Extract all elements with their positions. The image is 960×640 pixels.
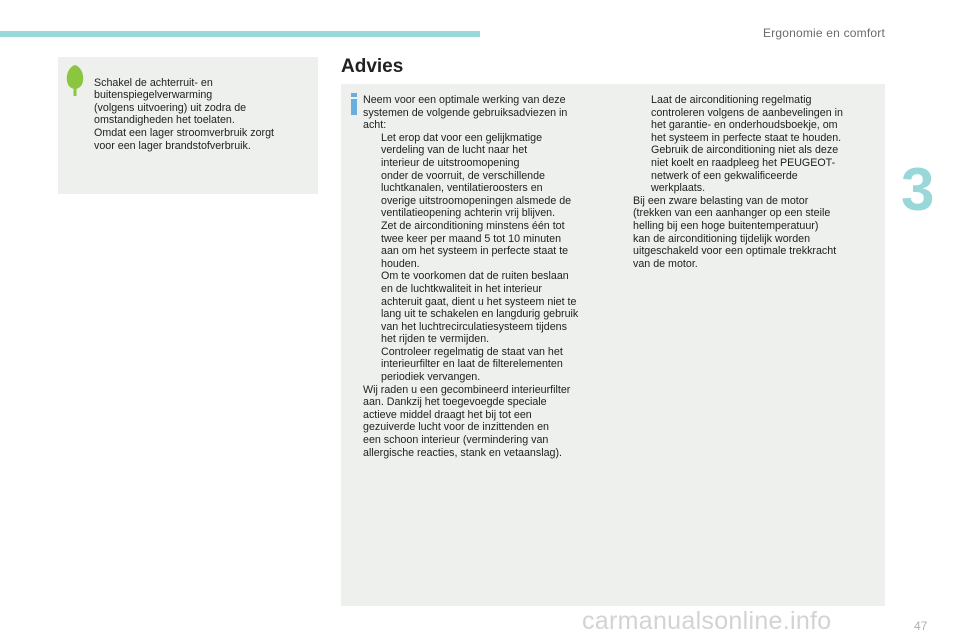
text-line: onder de voorruit, de verschillende: [381, 169, 545, 182]
bullet-item: [633, 144, 877, 194]
bullet-item: [363, 346, 611, 384]
text-line: actieve middel draagt het bij tot een: [363, 408, 532, 421]
advies-left-column: [363, 94, 611, 459]
text-line: Wij raden u een gecombineerd interieurfilter: [363, 383, 571, 396]
text-line: allergische reacties, stank en vetaanslag).: [363, 446, 563, 459]
text-line: kan de airconditioning tijdelijk worden: [633, 232, 811, 245]
text-line: en de luchtkwaliteit in het interieur: [381, 282, 542, 295]
watermark: carmanualsonline.info: [582, 607, 832, 635]
text-line: aan om het systeem in perfecte staat te: [381, 245, 569, 258]
text-line: verdeling van de lucht naar het: [381, 144, 528, 157]
leaf-icon: [64, 63, 86, 97]
eco-tip-paragraph: [94, 77, 314, 153]
bullet-item: [633, 94, 877, 144]
advies-intro: [363, 94, 611, 132]
text-line: (trekken van een aanhanger op een steile: [633, 207, 831, 220]
text-line: Om te voorkomen dat de ruiten beslaan: [381, 270, 569, 283]
text-line: buitenspiegelverwarming: [94, 89, 213, 102]
text-line: interieurfilter en laat de filterelementen: [381, 358, 563, 371]
advies-right-column: [633, 94, 877, 270]
text-line: aan. Dankzij het toegevoegde speciale: [363, 396, 547, 409]
advies-heading: Advies: [341, 56, 404, 77]
text-line: het garantie- en onderhoudsboekje, om: [651, 119, 838, 132]
text-line: systemen de volgende gebruiksadviezen in: [363, 106, 568, 119]
text-line: Laat de airconditioning regelmatig: [651, 94, 812, 106]
text-line: het rijden te vermijden.: [381, 333, 490, 346]
advies-box: [341, 84, 885, 606]
advies-filter-note: [363, 384, 611, 460]
text-line: (volgens uitvoering) uit zodra de: [94, 101, 247, 114]
text-line: periodiek vervangen.: [381, 371, 481, 384]
text-line: Bij een zware belasting van de motor: [633, 194, 809, 207]
bullet-item: [363, 132, 611, 220]
text-line: achteruit gaat, dient u het systeem niet te: [381, 295, 577, 308]
page-number: 47: [914, 619, 928, 633]
text-line: interieur de uitstroomopening: [381, 156, 520, 169]
eco-tip-box: [58, 57, 318, 194]
bullet-text: [381, 346, 611, 384]
text-line: Zet de airconditioning minstens één tot: [381, 219, 565, 232]
text-line: netwerk of een gekwalificeerde: [651, 169, 798, 182]
bullet-text: [381, 132, 611, 220]
text-line: Schakel de achterruit- en: [94, 76, 213, 89]
section-title: Ergonomie en comfort: [762, 26, 885, 40]
text-line: helling bij een hoge buitentemperatuur): [633, 219, 819, 232]
bullet-text: [651, 94, 877, 144]
text-line: gezuiverde lucht voor de inzittenden en: [363, 421, 549, 434]
chapter-number: 3: [901, 156, 935, 223]
advies-engine-note: [633, 195, 877, 271]
text-line: overige uitstroomopeningen alsmede de: [381, 194, 572, 207]
text-line: twee keer per maand 5 tot 10 minuten: [381, 232, 562, 245]
bullet-text: [381, 270, 611, 346]
info-icon: [349, 93, 359, 115]
text-line: Neem voor een optimale werking van deze: [363, 94, 566, 106]
text-line: het systeem in perfecte staat te houden.: [651, 131, 842, 144]
text-line: werkplaats.: [651, 182, 706, 195]
text-line: voor een lager brandstofverbruik.: [94, 139, 251, 152]
text-line: uitgeschakeld voor een optimale trekkracht: [633, 245, 837, 258]
text-line: Controleer regelmatig de staat van het: [381, 345, 563, 358]
bullet-text: [651, 144, 877, 194]
bullet-item: [363, 220, 611, 270]
text-line: lang uit te schakelen en langdurig gebruik: [381, 308, 579, 321]
text-line: omstandigheden het toelaten.: [94, 114, 235, 127]
text-line: een schoon interieur (vermindering van: [363, 434, 549, 447]
text-line: ventilatieopening achterin vrij blijven.: [381, 207, 556, 220]
eco-tip-text: [94, 66, 314, 163]
header-accent-bar: [0, 31, 480, 37]
text-line: houden.: [381, 257, 420, 270]
text-line: van de motor.: [633, 257, 698, 270]
text-line: luchtkanalen, ventilatieroosters en: [381, 182, 543, 195]
text-line: Omdat een lager stroomverbruik zorgt: [94, 127, 274, 140]
text-line: acht:: [363, 119, 387, 132]
text-line: van het luchtrecirculatiesysteem tijdens: [381, 320, 567, 333]
bullet-item: [363, 270, 611, 346]
text-line: controleren volgens de aanbevelingen in: [651, 106, 843, 119]
bullet-text: [381, 220, 611, 270]
text-line: niet koelt en raadpleeg het PEUGEOT-: [651, 156, 836, 169]
text-line: Gebruik de airconditioning niet als deze: [651, 144, 839, 157]
text-line: Let erop dat voor een gelijkmatige: [381, 131, 543, 144]
